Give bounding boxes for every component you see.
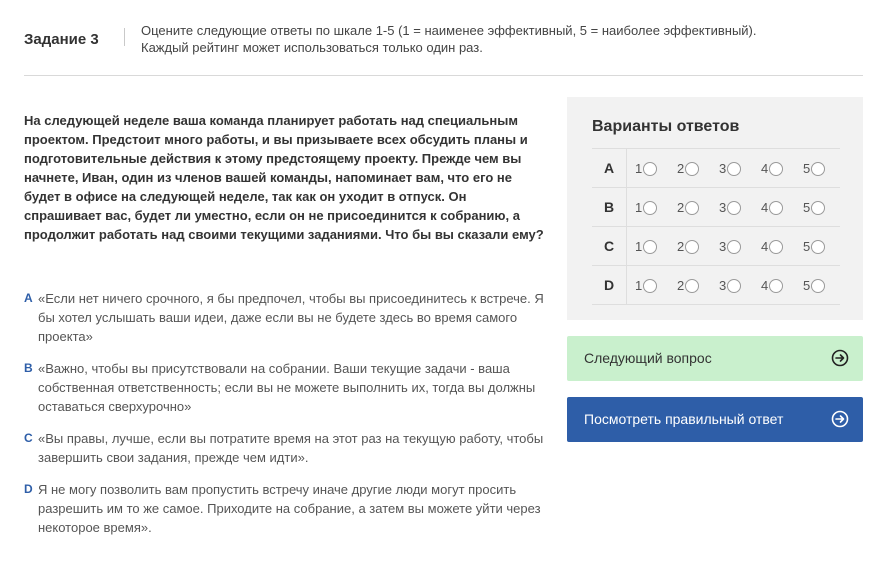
rating-number: 4 xyxy=(761,278,769,294)
rating-row-letter: A xyxy=(603,160,615,176)
answer-text: «Важно, чтобы вы присутствовали на собрании. Ваши текущие задачи - ваша собственная ответственность; если вы не можете выполнить их, тогда вы должны оставаться сверхурочно» xyxy=(38,361,536,414)
rating-number: 1 xyxy=(635,239,643,255)
radio-button[interactable] xyxy=(685,240,699,254)
rating-number: 3 xyxy=(719,278,727,294)
rating-row-d xyxy=(592,266,840,305)
radio-button[interactable] xyxy=(643,240,657,254)
answer-text: Я не могу позволить вам пропустить встречу иначе другие люди могут просить разрешить им то же самое. Приходите на собрание, а затем вы можете уйти через некоторое время». xyxy=(38,482,541,535)
rating-number: 5 xyxy=(803,200,811,216)
radio-button[interactable] xyxy=(769,201,783,215)
rating-row-c xyxy=(592,227,840,266)
answer-letter: C xyxy=(24,431,33,445)
radio-button[interactable] xyxy=(769,279,783,293)
rating-panel-title: Варианты ответов xyxy=(592,118,740,135)
rating-number: 2 xyxy=(677,239,685,255)
task-instructions xyxy=(141,22,841,56)
show-correct-answer-label: Посмотреть правильный ответ xyxy=(584,411,784,427)
rating-option-b-5[interactable] xyxy=(803,199,825,215)
rating-panel xyxy=(567,97,863,320)
header-separator xyxy=(24,75,863,76)
rating-option-a-4[interactable] xyxy=(761,160,783,176)
rating-option-c-4[interactable] xyxy=(761,238,783,254)
answer-list xyxy=(24,289,544,550)
rating-option-c-2[interactable] xyxy=(677,238,699,254)
rating-option-d-3[interactable] xyxy=(719,277,741,293)
header-divider xyxy=(124,28,125,46)
rating-options xyxy=(626,149,841,187)
rating-number: 2 xyxy=(677,278,685,294)
answer-option-c xyxy=(24,429,544,467)
radio-button[interactable] xyxy=(727,279,741,293)
radio-button[interactable] xyxy=(685,279,699,293)
radio-button[interactable] xyxy=(811,279,825,293)
rating-option-b-1[interactable] xyxy=(635,199,657,215)
instruction-line-1: Оцените следующие ответы по шкале 1-5 (1 = наименее эффективный, 5 = наиболее эффективный). xyxy=(141,23,757,38)
answer-letter: A xyxy=(24,291,33,305)
radio-button[interactable] xyxy=(769,162,783,176)
arrow-right-circle-icon xyxy=(831,410,849,428)
radio-button[interactable] xyxy=(727,240,741,254)
rating-number: 1 xyxy=(635,278,643,294)
rating-row-b xyxy=(592,188,840,227)
rating-number: 3 xyxy=(719,161,727,177)
rating-number: 4 xyxy=(761,161,769,177)
radio-button[interactable] xyxy=(811,240,825,254)
answer-text: «Вы правы, лучше, если вы потратите время на этот раз на текущую работу, чтобы завершить свои задания, прежде чем идти». xyxy=(38,431,544,465)
show-correct-answer-button[interactable] xyxy=(567,397,863,442)
rating-option-a-5[interactable] xyxy=(803,160,825,176)
answer-option-d xyxy=(24,480,544,537)
rating-options xyxy=(626,188,841,226)
rating-option-c-5[interactable] xyxy=(803,238,825,254)
rating-row-a xyxy=(592,148,840,188)
rating-number: 4 xyxy=(761,239,769,255)
rating-table xyxy=(592,148,840,305)
answer-letter: D xyxy=(24,482,33,496)
answer-option-a xyxy=(24,289,544,346)
radio-button[interactable] xyxy=(811,162,825,176)
answer-text: «Если нет ничего срочного, я бы предпочел, чтобы вы присоединитесь к встрече. Я бы хотел услышать ваши идеи, даже если вы не будете здесь во время самого проекта» xyxy=(38,291,544,344)
rating-number: 3 xyxy=(719,200,727,216)
rating-option-a-2[interactable] xyxy=(677,160,699,176)
rating-number: 1 xyxy=(635,200,643,216)
radio-button[interactable] xyxy=(727,201,741,215)
next-question-button[interactable] xyxy=(567,336,863,381)
rating-row-letter: C xyxy=(603,238,615,254)
rating-number: 5 xyxy=(803,278,811,294)
radio-button[interactable] xyxy=(643,279,657,293)
next-question-label: Следующий вопрос xyxy=(584,350,712,366)
answer-option-b xyxy=(24,359,544,416)
rating-number: 5 xyxy=(803,161,811,177)
radio-button[interactable] xyxy=(685,162,699,176)
radio-button[interactable] xyxy=(643,162,657,176)
rating-number: 2 xyxy=(677,161,685,177)
rating-option-a-3[interactable] xyxy=(719,160,741,176)
answer-letter: B xyxy=(24,361,33,375)
instruction-line-2: Каждый рейтинг может использоваться только один раз. xyxy=(141,40,483,55)
rating-number: 4 xyxy=(761,200,769,216)
rating-option-d-1[interactable] xyxy=(635,277,657,293)
radio-button[interactable] xyxy=(769,240,783,254)
radio-button[interactable] xyxy=(811,201,825,215)
question-text: На следующей неделе ваша команда планирует работать над специальным проектом. Предстоит много работы, и вы призываете всех обсудить планы и подготовительные действия к этому предстоящему проекту. Прежде чем вы начнете, Иван, один из членов вашей команды, напоминает вам, что его не будет в офисе на следующей неделе, так как он уходит в отпуск. Он спрашивает вас, будет ли уместно, если он не присоединится к собранию, а продолжит работать над своими текущими заданиями. Что бы вы сказали ему? xyxy=(24,113,544,242)
radio-button[interactable] xyxy=(643,201,657,215)
rating-option-a-1[interactable] xyxy=(635,160,657,176)
task-title: Задание 3 xyxy=(24,31,99,48)
rating-option-d-2[interactable] xyxy=(677,277,699,293)
rating-option-b-2[interactable] xyxy=(677,199,699,215)
rating-option-d-4[interactable] xyxy=(761,277,783,293)
rating-option-c-1[interactable] xyxy=(635,238,657,254)
rating-number: 2 xyxy=(677,200,685,216)
radio-button[interactable] xyxy=(727,162,741,176)
rating-row-letter: B xyxy=(603,199,615,215)
radio-button[interactable] xyxy=(685,201,699,215)
rating-row-letter: D xyxy=(603,277,615,293)
rating-number: 3 xyxy=(719,239,727,255)
rating-number: 1 xyxy=(635,161,643,177)
rating-option-c-3[interactable] xyxy=(719,238,741,254)
rating-option-b-3[interactable] xyxy=(719,199,741,215)
arrow-right-circle-icon xyxy=(831,349,849,367)
rating-options xyxy=(626,266,841,304)
rating-option-d-5[interactable] xyxy=(803,277,825,293)
rating-number: 5 xyxy=(803,239,811,255)
rating-options xyxy=(626,227,841,265)
rating-option-b-4[interactable] xyxy=(761,199,783,215)
